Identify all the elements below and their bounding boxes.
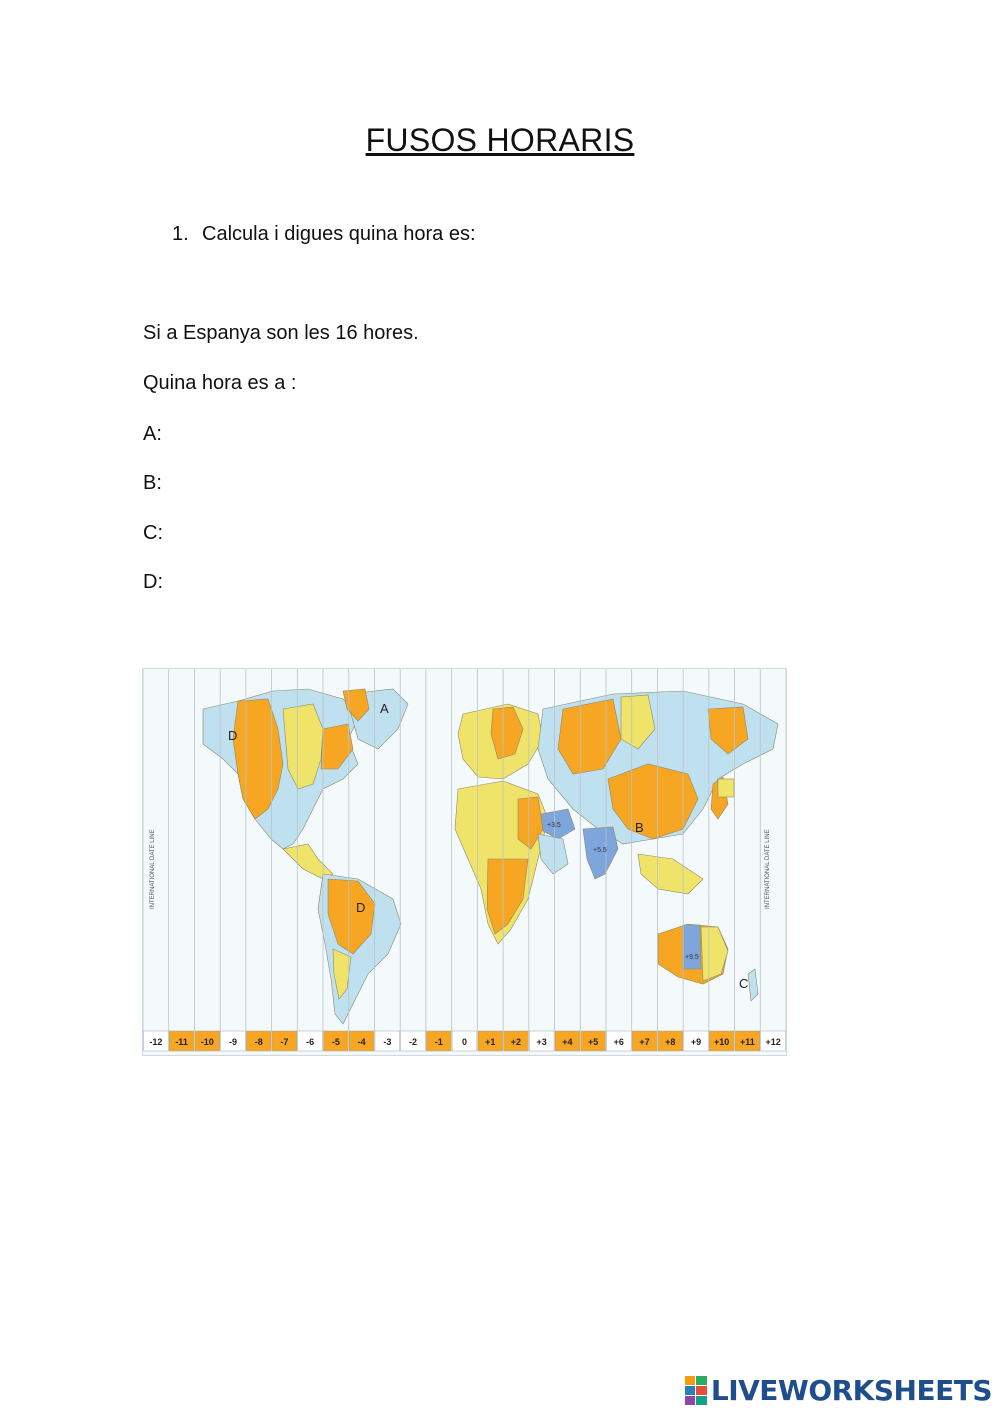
arabia-shape bbox=[538, 834, 568, 874]
zone-label: -6 bbox=[306, 1037, 315, 1047]
time-zone-map bbox=[142, 668, 787, 1056]
liveworksheets-logo bbox=[685, 1374, 992, 1407]
statement-text: Si a Espanya son les 16 hores. bbox=[143, 322, 419, 344]
marker-d-south: D bbox=[356, 900, 366, 915]
zone-label: -10 bbox=[200, 1037, 214, 1047]
southeast-asia-shape bbox=[638, 854, 703, 894]
prompt-text: Quina hora es a : bbox=[143, 372, 297, 394]
logo-text: LIVEWORKSHEETS bbox=[710, 1374, 992, 1407]
africa-orange bbox=[487, 859, 528, 934]
question-number: 1. bbox=[172, 223, 189, 245]
marker-d-north: D bbox=[228, 728, 238, 743]
answer-label-a: A: bbox=[143, 423, 162, 445]
pacific-box bbox=[718, 779, 734, 797]
zone-label: -3 bbox=[383, 1037, 392, 1047]
world-map-graphic bbox=[143, 669, 786, 1055]
zone-label: +4 bbox=[562, 1037, 573, 1047]
page-title: FUSOS HORARIS bbox=[365, 122, 635, 158]
zone-label: +10 bbox=[714, 1037, 730, 1047]
date-line-label-left: INTERNATIONAL DATE LINE bbox=[150, 829, 156, 909]
zone-label: +9 bbox=[690, 1037, 702, 1047]
zone-label: +7 bbox=[639, 1037, 650, 1047]
zone-label: +3 bbox=[536, 1037, 547, 1047]
answer-label-b: B: bbox=[143, 472, 162, 494]
offset-label-1: +3.5 bbox=[547, 822, 561, 829]
zone-label: +11 bbox=[740, 1037, 755, 1047]
zone-label: -2 bbox=[409, 1037, 418, 1047]
offset-label-2: +5.5 bbox=[593, 847, 607, 854]
zone-label: +5 bbox=[587, 1037, 599, 1047]
marker-a: A bbox=[380, 701, 389, 716]
zone-label: -4 bbox=[357, 1037, 366, 1047]
offset-label-3: +9.5 bbox=[685, 954, 699, 961]
zone-label: +8 bbox=[665, 1037, 676, 1047]
zone-label: -9 bbox=[229, 1037, 238, 1047]
answer-label-c: C: bbox=[143, 522, 163, 544]
zone-label: +1 bbox=[485, 1037, 496, 1047]
central-america-shape bbox=[283, 844, 333, 879]
marker-c: C bbox=[739, 976, 749, 991]
zone-label: -11 bbox=[175, 1037, 188, 1047]
zone-label: +6 bbox=[613, 1037, 624, 1047]
australia-central bbox=[683, 925, 701, 969]
marker-b: B bbox=[635, 820, 644, 835]
zone-label: -1 bbox=[434, 1037, 443, 1047]
zone-label: +2 bbox=[510, 1037, 522, 1047]
zone-label: -12 bbox=[149, 1037, 163, 1047]
question-text: Calcula i digues quina hora es: bbox=[202, 223, 476, 245]
logo-mark-icon bbox=[685, 1376, 707, 1406]
zone-label: -5 bbox=[331, 1037, 340, 1047]
zone-label: +12 bbox=[765, 1037, 781, 1047]
date-line-label-right: INTERNATIONAL DATE LINE bbox=[765, 829, 771, 909]
zone-label: 0 bbox=[461, 1037, 468, 1047]
zone-label: -7 bbox=[280, 1037, 289, 1047]
question-1 bbox=[172, 223, 476, 246]
australia-east bbox=[701, 927, 728, 981]
zone-label: -8 bbox=[254, 1037, 263, 1047]
answer-label-d: D: bbox=[143, 571, 163, 593]
new-zealand-shape bbox=[748, 969, 758, 1001]
